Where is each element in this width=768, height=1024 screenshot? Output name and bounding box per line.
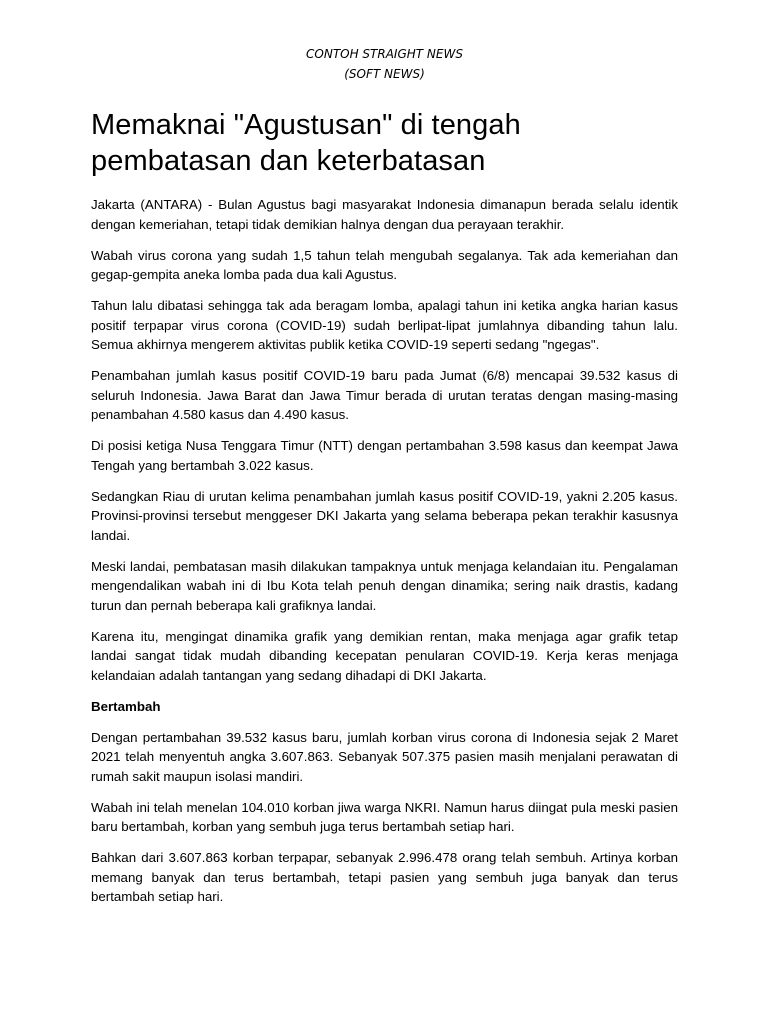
paragraph: Bahkan dari 3.607.863 korban terpapar, sebanyak 2.996.478 orang telah sembuh. Artinya korban memang banyak dan terus bertambah, tetapi pasien yang sembuh juga banyak dan terus bertambah setiap hari. (91, 850, 678, 904)
paragraph: Jakarta (ANTARA) - Bulan Agustus bagi masyarakat Indonesia dimanapun berada selalu identik dengan kemeriahan, tetapi tidak demikian halnya dengan dua perayaan terakhir. (91, 197, 678, 232)
paragraph: Di posisi ketiga Nusa Tenggara Timur (NTT) dengan pertambahan 3.598 kasus dan keempat Jawa Tengah yang bertambah 3.022 kasus. (91, 438, 678, 473)
document-page (91, 44, 678, 918)
paragraph: Tahun lalu dibatasi sehingga tak ada beragam lomba, apalagi tahun ini ketika angka harian kasus positif terpapar virus corona (COVID-19) sudah berlipat-lipat jumlahnya dibanding tahun lalu. Semua akhirnya mengerem aktivitas publik ketika COVID-19 seperti sedang "ngegas". (91, 298, 678, 352)
article-title: Memaknai "Agustusan" di tengah pembatasan dan keterbatasan (91, 109, 521, 177)
paragraph: Penambahan jumlah kasus positif COVID-19 baru pada Jumat (6/8) mencapai 39.532 kasus di seluruh Indonesia. Jawa Barat dan Jawa Timur berada di urutan teratas dengan masing-masing penambahan 4.580 kasus dan 4.490 kasus. (91, 368, 678, 422)
paragraph: Sedangkan Riau di urutan kelima penambahan jumlah kasus positif COVID-19, yakni 2.205 kasus. Provinsi-provinsi tersebut menggeser DKI Jakarta yang selama beberapa pekan terakhir kasusnya landai. (91, 488, 678, 543)
paragraph: Meski landai, pembatasan masih dilakukan tampaknya untuk menjaga kelandaian itu. Pengalaman mengendalikan wabah ini di Ibu Kota telah penuh dengan dinamika; sering naik drastis, kadang turun dan pernah beberapa kali grafiknya landai. (91, 558, 678, 613)
paragraph: Karena itu, mengingat dinamika grafik yang demikian rentan, maka menjaga agar grafik tetap landai sangat tidak mudah dibanding kecepatan penularan COVID-19. Kerja keras menjaga kelandaian adalah tantangan yang sedang dihadapi di DKI Jakarta. (91, 628, 678, 683)
paragraph: Wabah ini telah menelan 104.010 korban jiwa warga NKRI. Namun harus diingat pula meski pasien baru bertambah, korban yang sembuh juga terus bertambah setiap hari. (91, 799, 678, 834)
section-subheading: Bertambah (91, 698, 161, 714)
header-label-line2: (SOFT NEWS) (344, 67, 425, 81)
header-label-line1: CONTOH STRAIGHT NEWS (306, 47, 463, 61)
paragraph: Wabah virus corona yang sudah 1,5 tahun telah mengubah segalanya. Tak ada kemeriahan dan gegap-gempita aneka lomba pada dua kali Agustus. (91, 247, 678, 282)
paragraph: Dengan pertambahan 39.532 kasus baru, jumlah korban virus corona di Indonesia sejak 2 Maret 2021 telah menyentuh angka 3.607.863. Sebanyak 507.375 pasien masih menjalani perawatan di rumah sakit maupun isolasi mandiri. (91, 729, 678, 784)
